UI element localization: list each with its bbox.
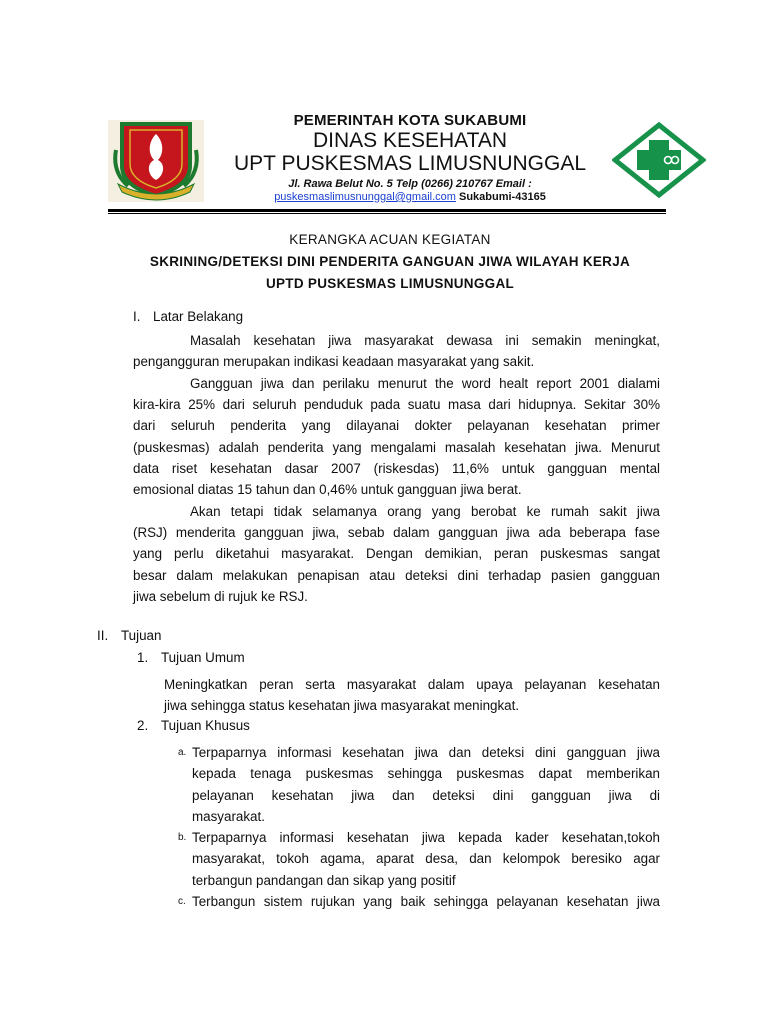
list-item-line: terbangun pandangan dan sikap yang positif <box>192 873 456 888</box>
list-letter: b. <box>178 832 187 843</box>
list-item-line: Terpaparnya informasi kesehatan jiwa kepada kader kesehatan,tokoh <box>192 830 660 845</box>
list-item-line: masyarakat, tokoh agama, aparat desa, dan kelompok beresiko agar <box>192 851 660 866</box>
document-title: KERANGKA ACUAN KEGIATAN <box>289 232 491 247</box>
section-title: Latar Belakang <box>153 309 244 324</box>
contact-line <box>210 191 610 204</box>
section-number: I. <box>133 309 141 324</box>
city-seal-icon <box>108 120 204 202</box>
subsection-number: 2. <box>137 718 149 733</box>
list-item-line: masyarakat. <box>192 809 265 824</box>
paragraph-line: (RSJ) menderita gangguan jiwa, sebab dalam gangguan jiwa ada beberapa fase <box>133 525 660 540</box>
paragraph-line: Akan tetapi tidak selamanya orang yang berobat ke rumah sakit jiwa <box>190 504 660 519</box>
email-link[interactable]: puskesmaslimusnunggal@gmail.com <box>274 191 456 203</box>
list-item-line: Terbangun sistem rujukan yang baik sehingga pelayanan kesehatan jiwa <box>192 894 660 909</box>
letterhead <box>0 0 768 215</box>
paragraph-line: Meningkatkan peran serta masyarakat dalam upaya pelayanan kesehatan <box>164 677 660 692</box>
subsection-number: 1. <box>137 650 149 665</box>
letterhead-rule-thin <box>108 213 666 214</box>
address: Jl. Rawa Belut No. 5 Telp (0266) 210767 Email : <box>288 178 532 190</box>
paragraph-line: Gangguan jiwa dan perilaku menurut the word healt report 2001 dialami <box>190 376 660 391</box>
paragraph-line: besar dalam melakukan penapisan atau deteksi dini terhadap pasien gangguan <box>133 568 660 583</box>
subsection-heading <box>137 648 245 668</box>
subsection-title: Tujuan Khusus <box>161 718 250 733</box>
paragraph-line: kira-kira 25% dari seluruh penduduk pada suatu masa dari hidupnya. Sekitar 30% <box>133 397 660 412</box>
list-item-line: kepada tenaga puskesmas sehingga puskesmas dapat memberikan <box>192 766 660 781</box>
paragraph-line: jiwa sebelum di rujuk ke RSJ. <box>133 589 308 604</box>
paragraph-line: jiwa sehingga status kesehatan jiwa masyarakat meningkat. <box>164 698 520 713</box>
subsection-heading <box>137 716 250 736</box>
list-item-line: Terpaparnya informasi kesehatan jiwa dan deteksi dini gangguan jiwa <box>192 745 660 760</box>
section-heading <box>97 626 161 646</box>
letterhead-rule <box>108 209 666 212</box>
section-heading <box>133 307 243 327</box>
paragraph-line: emosional diatas 15 tahun dan 0,46% untuk gangguan jiwa berat. <box>133 482 522 497</box>
paragraph-line: pengangguran merupakan indikasi keadaan masyarakat yang sakit. <box>133 354 535 369</box>
institution-name: UPT PUSKESMAS LIMUSNUNGGAL <box>233 152 587 175</box>
government-name: PEMERINTAH KOTA SUKABUMI <box>293 112 527 129</box>
letterhead-text <box>210 112 610 204</box>
list-letter: c. <box>178 896 186 907</box>
list-letter: a. <box>178 747 187 758</box>
puskesmas-logo-icon <box>612 122 706 198</box>
paragraph-line: Masalah kesehatan jiwa masyarakat dewasa ini semakin meningkat, <box>190 333 660 348</box>
document-subtitle: SKRINING/DETEKSI DINI PENDERITA GANGUAN JIWA WILAYAH KERJA <box>149 254 631 269</box>
section-number: II. <box>97 628 109 643</box>
list-item-line: pelayanan kesehatan jiwa dan deteksi dini gangguan jiwa di <box>192 788 660 803</box>
subsection-title: Tujuan Umum <box>161 650 245 665</box>
paragraph-line: yang perlu diketahui masyarakat. Dengan demikian, peran puskesmas sangat <box>133 546 660 561</box>
document-subtitle-2: UPTD PUSKESMAS LIMUSNUNGGAL <box>265 276 515 291</box>
paragraph-line: dari seluruh penderita yang dilayanai dokter pelayanan kesehatan primer <box>133 418 660 433</box>
paragraph-line: data riset kesehatan dasar 2007 (riskesdas) 11,6% untuk gangguan mental <box>133 461 660 476</box>
department-name: DINAS KESEHATAN <box>312 129 508 152</box>
section-title: Tujuan <box>121 628 162 643</box>
city: Sukabumi-43165 <box>455 191 546 203</box>
paragraph-line: (puskesmas) adalah penderita yang mengalami masalah kesehatan jiwa. Menurut <box>133 440 660 455</box>
